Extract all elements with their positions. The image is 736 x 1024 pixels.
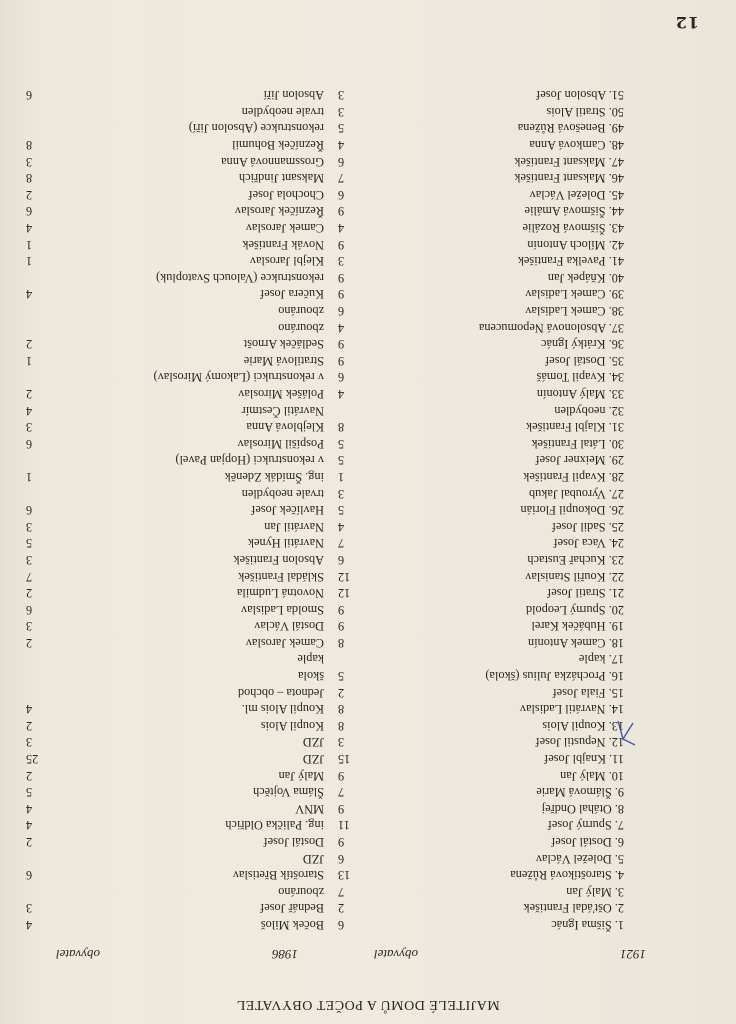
owner-1986: MNV [295,801,324,816]
owner-1921: 17. kaple [578,652,624,667]
table-row [0,102,736,119]
owner-1986: Navrátil Jan [264,519,324,534]
count-1921: 8 [338,635,345,650]
owner-1921: 8. Otáhal Ondřej [541,801,624,816]
owner-1921: 48. Camková Anna [529,138,624,153]
count-1921: 15 [338,752,351,767]
owner-1986: Stratilová Marie [243,353,324,368]
count-1921: 12 [338,586,351,601]
owner-1986: zbouráno [278,304,324,319]
count-1986: 2 [26,635,33,650]
table-row [0,550,736,567]
count-1986: 2 [26,768,33,783]
count-1986: 4 [26,818,33,833]
owner-1921: 25. Sadil Josef [551,519,624,534]
header-obyvatel-1: obyvatel [373,947,418,962]
count-1921: 7 [338,536,345,551]
header-year-1986: 1986 [272,947,298,962]
count-1986: 6 [26,602,33,617]
table-row [0,401,736,418]
owner-1986: Malý Jan [278,768,324,783]
count-1921: 6 [338,851,345,866]
table-row [0,766,736,783]
table-row [0,285,736,302]
owner-1921: 16. Procházka Julius (škola) [485,669,624,684]
table-row [0,418,736,435]
table-row [0,86,736,103]
count-1986: 1 [26,254,33,269]
count-1921: 12 [338,569,351,584]
count-1921: 9 [338,270,345,285]
owner-1921: 23. Kuchař Eustach [527,552,624,567]
count-1921: 9 [338,237,345,252]
count-1921: 3 [338,88,345,103]
table-row [0,799,736,816]
owner-1921: 13. Koupil Alois [542,718,624,733]
count-1921: 9 [338,353,345,368]
owner-1986: Jednota – obchod [237,685,324,700]
count-1986: 1 [26,353,33,368]
owner-1986: Klejbl Jaroslav [249,254,324,269]
count-1921: 6 [338,370,345,385]
owner-1921: 24. Vaca Josef [553,536,624,551]
table-row [0,451,736,468]
count-1921: 13 [338,868,351,883]
table-row [0,218,736,235]
owner-1986: Grossmannová Anna [221,154,324,169]
owner-1986: Staroštík Břetislav [232,868,324,883]
count-1986: 3 [26,420,33,435]
owner-1986: Maksant Jindřich [238,171,324,186]
count-1986: 3 [26,735,33,750]
table-row [0,915,736,932]
table-row [0,185,736,202]
owner-1921: 19. Hubáček Karel [531,619,624,634]
owner-1921: 18. Camek Antonín [528,635,624,650]
owner-1921: 1. Šišma Ignác [551,918,624,932]
owner-1986: Camek Jaroslav [245,635,324,650]
count-1921: 5 [338,669,345,684]
count-1921: 7 [338,785,345,800]
count-1921: 5 [338,121,345,136]
page-title: MAJITELÉ DOMŮ A POČET OBYVATEL [236,997,500,1012]
table-row [0,384,736,401]
count-1986: 4 [26,221,33,236]
count-1986: 3 [26,552,33,567]
owner-1986: Řezníček Bohumil [232,138,324,153]
owner-1986: trvale neobydlen [241,104,324,119]
table-row [0,318,736,335]
owner-1986: Sedláček Arnošt [243,337,324,352]
owner-1986: Camek Jaroslav [245,221,324,236]
count-1986: 4 [26,702,33,717]
count-1921: 9 [338,204,345,219]
owner-1921: 39. Camek Ladislav [525,287,624,302]
owner-1986: Navrátil Hynek [247,536,324,551]
owner-1986: Klejblová Anna [246,420,324,435]
table-row [0,467,736,484]
count-1986: 6 [26,204,33,219]
table-row [0,882,736,899]
count-1986: 4 [26,801,33,816]
owner-1986: JZD [302,851,324,866]
table-row [0,633,736,650]
table-row [0,832,736,849]
count-1986: 6 [26,88,33,103]
owner-1921: 12. Nepustil Josef [535,735,624,750]
owner-1921: 20. Spurný Leopold [525,602,624,617]
owner-1921: 10. Malý Jan [560,768,624,783]
count-1986: 2 [26,718,33,733]
count-1921: 5 [338,503,345,518]
table-row [0,301,736,318]
count-1986: 3 [26,519,33,534]
count-1986: 8 [26,171,33,186]
count-1921: 9 [338,835,345,850]
table-row [0,235,736,252]
owner-1921: 49. Benešová Růžena [517,121,624,136]
owner-1986: Novotná Ludmila [236,586,324,601]
owner-1986: rekonstrukce (Absolon Jiří) [188,121,324,136]
count-1921: 3 [338,486,345,501]
count-1921: 4 [338,519,345,534]
owner-1986: Absolon František [233,552,324,567]
count-1921: 8 [338,420,345,435]
count-1986: 8 [26,138,33,153]
owner-1986: Pospíšil Miroslav [237,436,324,451]
table-row [0,816,736,833]
owner-1921: 14. Navrátil Ladislav [519,702,624,717]
owner-1986: Řezníček Jaroslav [234,204,324,219]
count-1921: 7 [338,171,345,186]
table-row [0,351,736,368]
owner-1921: 27. Vyroubal Jakub [528,486,624,501]
count-1921: 8 [338,718,345,733]
count-1921: 3 [338,254,345,269]
owner-1986: v rekonstrukci (Hopjan Pavel) [175,453,324,468]
table-row [0,783,736,800]
count-1921: 2 [338,901,345,916]
owner-1921: 43. Šišmová Rozálie [522,221,624,236]
owner-1921: 4. Staroštíková Růžena [510,868,624,883]
owner-1921: 40. Kňápek Jan [547,270,624,285]
count-1986: 5 [26,785,33,800]
table-row [0,335,736,352]
count-1921: 3 [338,735,345,750]
owner-1921: 34. Kvapil Tomáš [536,370,624,385]
count-1921: 6 [338,154,345,169]
count-1986: 2 [26,586,33,601]
count-1986: 2 [26,835,33,850]
table-row [0,567,736,584]
table-row [0,700,736,717]
count-1986: 2 [26,337,33,352]
owner-1921: 45. Doležel Václav [529,187,624,202]
owner-1986: ing. Šmídák Zdeněk [224,469,324,484]
table-row [0,202,736,219]
count-1986: 4 [26,403,33,418]
owner-1986: Šláma Vojtěch [253,785,324,800]
table-row [0,749,736,766]
owner-1921: 3. Malý Jan [566,884,624,899]
count-1921: 5 [338,436,345,451]
owner-1986: Skládal František [238,569,324,584]
count-1986: 6 [26,868,33,883]
owner-1986: kaple [297,652,324,667]
table-row [0,899,736,916]
count-1986: 3 [26,154,33,169]
table-row [0,484,736,501]
owner-1986: v rekonstrukci (Lakomý Miroslav) [153,370,324,385]
count-1921: 9 [338,337,345,352]
owner-1986: Absolon Jiří [263,88,324,103]
count-1921: 9 [338,768,345,783]
table-row [0,849,736,866]
table-row [0,434,736,451]
owner-1921: 28. Kvapil František [523,469,624,484]
table-row [0,368,736,385]
owner-1986: Havlíček Josef [251,503,324,518]
table-row [0,517,736,534]
page-number: 12 [674,13,699,32]
owner-1921: 35. Dostál Josef [545,353,624,368]
owner-1921: 6. Dostál Josef [551,835,624,850]
table-row [0,268,736,285]
count-1921: 11 [338,818,350,833]
owner-1921: 11. Knajbl Josef [544,752,624,767]
count-1986: 2 [26,187,33,202]
table-row [0,584,736,601]
count-1921: 5 [338,453,345,468]
owner-1921: 21. Stratil Josef [547,586,624,601]
table-row [0,600,736,617]
table-row [0,617,736,634]
owner-1921: 26. Dokoupil Florián [520,503,624,518]
owners-table [0,86,736,932]
count-1921: 6 [338,187,345,202]
owner-1921: 33. Malý Antonín [536,387,624,401]
owner-1986: rekonstrukce (Valouch Svatopluk) [155,270,324,285]
count-1921: 6 [338,918,345,932]
count-1921: 4 [338,320,345,335]
count-1921: 4 [338,221,345,236]
table-row [0,169,736,186]
owner-1986: ing. Palička Oldřich [225,818,324,833]
owner-1921: 50. Stratil Alois [546,104,624,119]
count-1986: 25 [26,752,39,767]
count-1986: 2 [26,387,33,401]
owner-1986: JZD [302,752,324,767]
owner-1921: 29. Meixner Josef [535,453,624,468]
owner-1921: 7. Spurný Josef [547,818,624,833]
owner-1921: 22. Kouřil Stanislav [525,569,624,584]
owner-1921: 44. Šišmová Amálie [524,204,624,219]
owner-1986: Boček Miloš [260,918,324,932]
owner-1921: 32. neobydlen [554,403,624,418]
owner-1921: 51. Absolon Josef [536,88,624,103]
count-1921: 3 [338,104,345,119]
table-row [0,866,736,883]
owner-1986: Kučera Josef [260,287,324,302]
table-row [0,136,736,153]
count-1921: 8 [338,702,345,717]
table-row [0,667,736,684]
owner-1986: Koupil Alois [260,718,324,733]
header-obyvatel-2: obyvatel [55,947,100,962]
count-1921: 9 [338,602,345,617]
count-1986: 3 [26,619,33,634]
count-1921: 6 [338,552,345,567]
count-1921: 2 [338,685,345,700]
count-1921: 7 [338,884,345,899]
owner-1986: zbouráno [278,320,324,335]
table-row [0,152,736,169]
owner-1986: Bednář Josef [260,901,324,916]
table-row [0,683,736,700]
owner-1986: Polášek Miroslav [238,387,324,401]
count-1986: 6 [26,436,33,451]
owner-1921: 9. Šlámová Marie [536,785,624,800]
count-1986: 1 [26,469,33,484]
table-row [0,252,736,269]
owner-1986: Navrátil Čestmír [241,403,324,418]
table-row [0,650,736,667]
owner-1986: škola [298,669,324,684]
owner-1921: 5. Doležel Václav [535,851,624,866]
owner-1921: 46. Maksant František [514,171,624,186]
owner-1921: 47. Maksant František [514,154,624,169]
owner-1986: JZD [302,735,324,750]
owner-1986: Smolda Ladislav [241,602,324,617]
owner-1921: 36. Krátký Ignác [541,337,624,352]
owner-1921: 42. Míloch Antonín [527,237,624,252]
count-1921: 6 [338,304,345,319]
count-1986: 1 [26,237,33,252]
count-1921: 9 [338,801,345,816]
count-1986: 6 [26,503,33,518]
table-row [0,119,736,136]
owner-1986: Novák František [242,237,324,252]
owner-1986: Dostál Josef [263,835,324,850]
owner-1921: 2. Ošťádal František [523,901,624,916]
owner-1986: Koupil Alois ml. [241,702,324,717]
count-1986: 4 [26,918,33,932]
owner-1921: 31. Klajbl František [525,420,624,435]
table-row [0,501,736,518]
owner-1921: 41. Pavelka František [517,254,624,269]
count-1986: 5 [26,536,33,551]
count-1986: 7 [26,569,33,584]
owner-1986: trvale neobydlen [241,486,324,501]
count-1921: 9 [338,287,345,302]
pen-check-mark [615,719,639,749]
count-1921: 9 [338,619,345,634]
table-row [0,534,736,551]
count-1921: 4 [338,138,345,153]
owner-1986: zbouráno [278,884,324,899]
count-1986: 4 [26,287,33,302]
owner-1921: 15. Fiala Josef [552,685,624,700]
count-1986: 3 [26,901,33,916]
owner-1986: Chochola Josef [248,187,324,202]
owner-1921: 37. Absolonová Nepomucena [478,320,624,335]
count-1921: 4 [338,387,345,401]
owner-1921: 38. Camek Ladislav [525,304,624,319]
owner-1921: 30. Látal František [531,436,624,451]
owner-1986: Dostál Václav [254,619,324,634]
count-1921: 1 [338,469,345,484]
header-year-1921: 1921 [620,947,646,962]
